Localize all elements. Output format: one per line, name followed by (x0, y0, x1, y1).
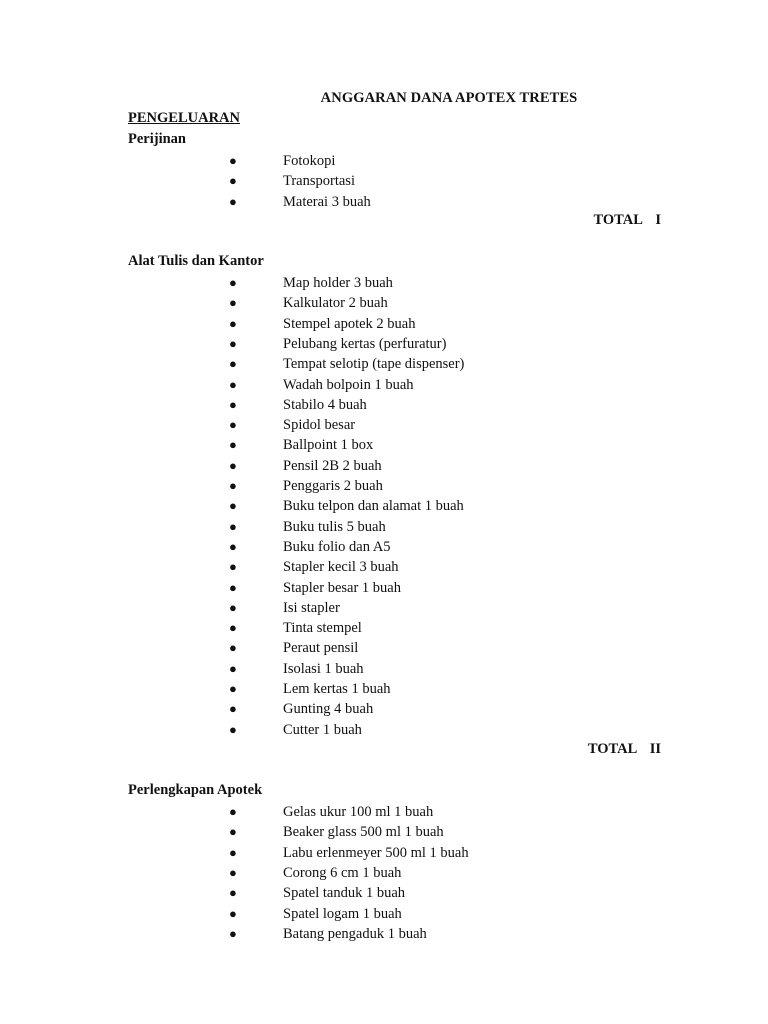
list-item: ● Isi stapler (229, 599, 340, 616)
list-item: ● Penggaris 2 buah (229, 478, 383, 494)
bullet-icon: ● (229, 417, 237, 433)
list-item: ● Spatel logam 1 buah (229, 905, 402, 922)
bullet-icon: ● (229, 478, 237, 493)
list-item: ● Materai 3 buah (229, 193, 371, 210)
bullet-icon: ● (229, 701, 237, 717)
list-item: ● Spidol besar (229, 417, 356, 434)
bullet-icon: ● (229, 905, 237, 921)
bullet-icon: ● (229, 925, 237, 941)
list-item: ● Map holder 3 buah (229, 275, 393, 291)
bullet-icon: ● (229, 498, 237, 514)
list-item: ● Beaker glass 500 ml 1 buah (229, 824, 444, 841)
bullet-icon: ● (229, 885, 237, 901)
main-heading: PENGELUARAN (128, 110, 240, 126)
bullet-icon: ● (229, 173, 237, 189)
list-item: ● Lem kertas 1 buah (229, 681, 391, 697)
bullet-icon: ● (229, 315, 237, 331)
section-title-perijinan: Perijinan (128, 131, 186, 147)
list-item: ● Stabilo 4 buah (229, 396, 367, 413)
bullet-icon: ● (229, 356, 237, 372)
list-item: ● Stempel apotek 2 buah (229, 315, 416, 332)
list-item: ● Corong 6 cm 1 buah (229, 864, 402, 881)
list-item: ● Labu erlenmeyer 500 ml 1 buah (229, 844, 469, 861)
bullet-icon: ● (229, 824, 237, 840)
list-item: ● Tinta stempel (229, 620, 362, 637)
bullet-icon: ● (229, 864, 237, 880)
bullet-icon: ● (229, 721, 237, 737)
bullet-icon: ● (229, 193, 237, 209)
list-item: ● Tempat selotip (tape dispenser) (229, 356, 465, 373)
list-item: ● Gunting 4 buah (229, 701, 374, 718)
bullet-icon: ● (229, 376, 237, 392)
total-label-2: TOTAL II (587, 741, 661, 757)
list-item: ● Cutter 1 buah (229, 721, 362, 738)
bullet-icon: ● (229, 335, 237, 351)
list-item: ● Buku tulis 5 buah (229, 518, 386, 535)
list-item: ● Peraut pensil (229, 640, 359, 657)
list-item: ● Fotokopi (229, 153, 336, 169)
bullet-icon: ● (229, 620, 237, 636)
bullet-icon: ● (229, 295, 237, 311)
list-item: ● Pelubang kertas (perfuratur) (229, 335, 447, 352)
bullet-icon: ● (229, 275, 237, 290)
section-title-perlengkapan: Perlengkapan Apotek (128, 782, 263, 798)
bullet-icon: ● (229, 518, 237, 534)
total-label-1: TOTAL I (593, 212, 661, 228)
list-item: ● Buku telpon dan alamat 1 buah (229, 498, 464, 515)
bullet-icon: ● (229, 579, 237, 595)
list-item: ● Batang pengaduk 1 buah (229, 925, 427, 942)
bullet-icon: ● (229, 457, 237, 473)
bullet-icon: ● (229, 559, 237, 575)
list-item: ● Wadah bolpoin 1 buah (229, 376, 414, 393)
list-item: ● Gelas ukur 100 ml 1 buah (229, 804, 434, 820)
bullet-icon: ● (229, 538, 237, 554)
bullet-icon: ● (229, 599, 237, 615)
bullet-icon: ● (229, 396, 237, 412)
bullet-icon: ● (229, 640, 237, 656)
list-item: ● Pensil 2B 2 buah (229, 457, 382, 474)
bullet-icon: ● (229, 681, 237, 696)
list-item: ● Stapler kecil 3 buah (229, 559, 399, 576)
bullet-icon: ● (229, 660, 237, 676)
section-title-alat-tulis: Alat Tulis dan Kantor (128, 253, 264, 269)
list-item: ● Stapler besar 1 buah (229, 579, 401, 596)
list-item: ● Spatel tanduk 1 buah (229, 885, 406, 902)
bullet-icon: ● (229, 844, 237, 860)
document-title: ANGGARAN DANA APOTEX TRETES (320, 90, 578, 106)
bullet-icon: ● (229, 153, 237, 168)
list-item: ● Buku folio dan A5 (229, 538, 391, 555)
list-item: ● Isolasi 1 buah (229, 660, 364, 677)
bullet-icon: ● (229, 804, 237, 819)
bullet-icon: ● (229, 437, 237, 453)
list-item: ● Ballpoint 1 box (229, 437, 374, 454)
list-item: ● Kalkulator 2 buah (229, 295, 388, 312)
list-item: ● Transportasi (229, 173, 355, 190)
